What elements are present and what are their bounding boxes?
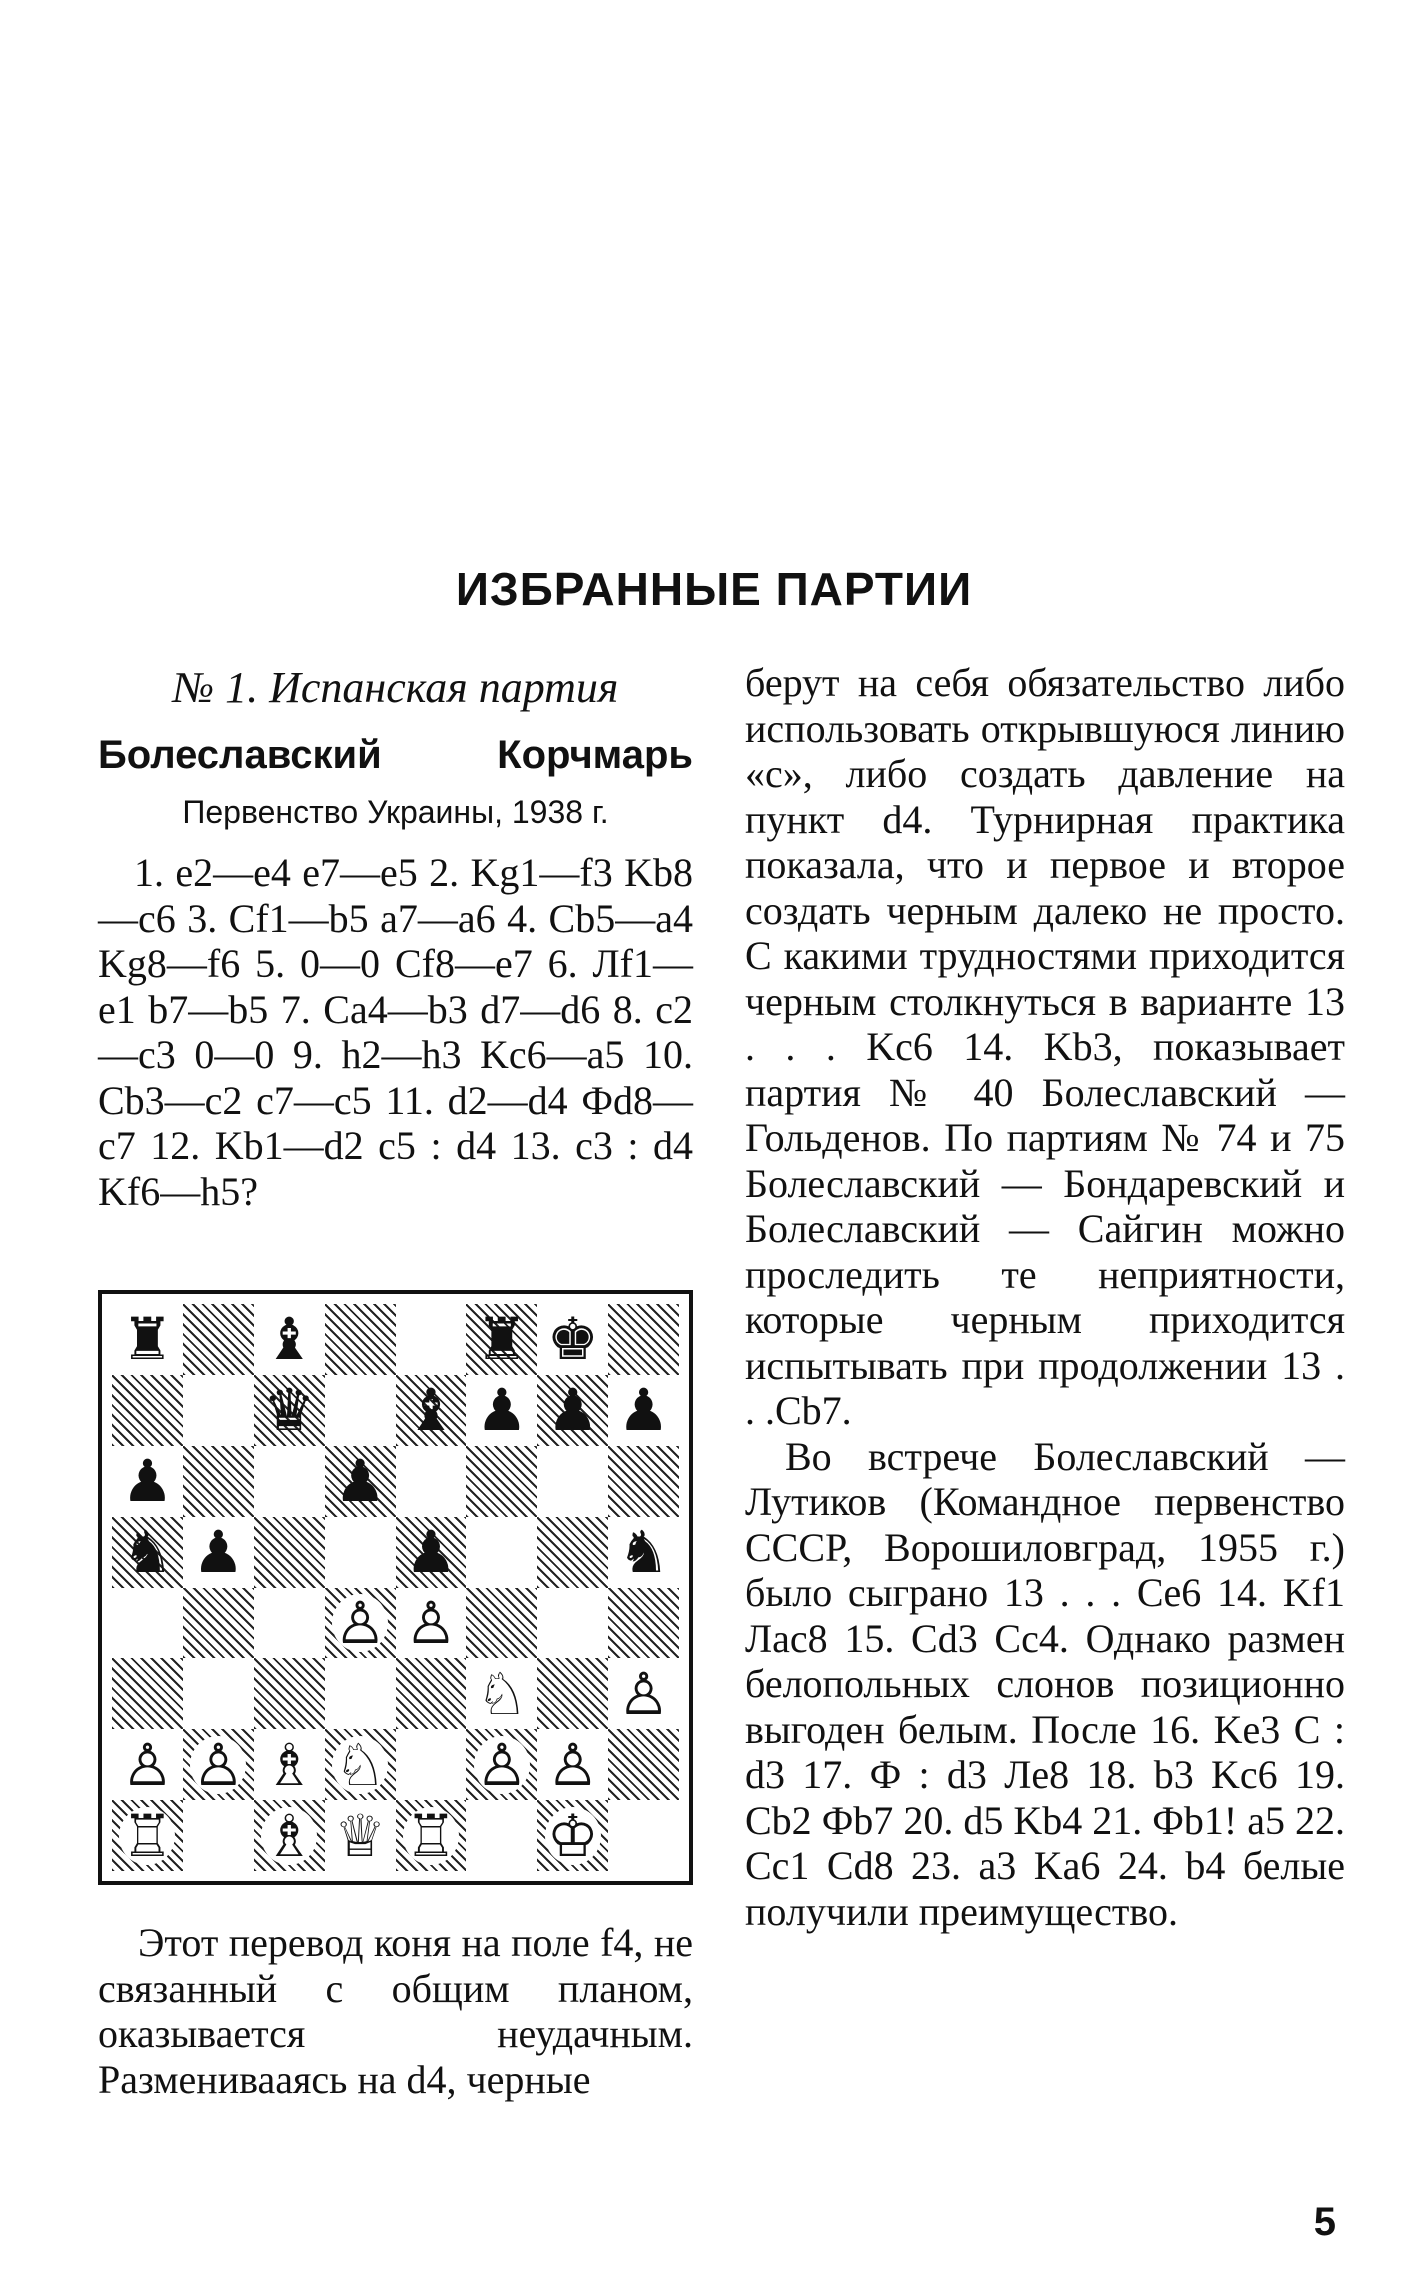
piece-e1: ♖ <box>404 1801 457 1870</box>
square-f8 <box>466 1304 537 1375</box>
piece-h3: ♙ <box>617 1659 670 1728</box>
square-e4 <box>396 1588 467 1659</box>
square-f2 <box>466 1729 537 1800</box>
chess-board <box>112 1304 679 1871</box>
square-a2 <box>112 1729 183 1800</box>
square-d5 <box>325 1517 396 1588</box>
square-f4 <box>466 1588 537 1659</box>
players-line <box>98 730 693 780</box>
square-b3 <box>183 1658 254 1729</box>
square-g6 <box>537 1446 608 1517</box>
square-h2 <box>608 1729 679 1800</box>
event-line: Первенство Украины, 1938 г. <box>182 794 609 830</box>
square-a4 <box>112 1588 183 1659</box>
piece-d6: ♟ <box>334 1447 387 1516</box>
square-h7 <box>608 1375 679 1446</box>
square-c3 <box>254 1658 325 1729</box>
square-h4 <box>608 1588 679 1659</box>
piece-f2: ♙ <box>475 1730 528 1799</box>
square-c8 <box>254 1304 325 1375</box>
square-e3 <box>396 1658 467 1729</box>
square-a7 <box>112 1375 183 1446</box>
square-a1 <box>112 1800 183 1871</box>
square-h6 <box>608 1446 679 1517</box>
square-b6 <box>183 1446 254 1517</box>
square-g7 <box>537 1375 608 1446</box>
square-c6 <box>254 1446 325 1517</box>
game-title: № 1. Испанская партия <box>172 663 619 712</box>
square-h5 <box>608 1517 679 1588</box>
piece-a8: ♜ <box>121 1305 174 1374</box>
piece-c1: ♗ <box>263 1801 316 1870</box>
square-a3 <box>112 1658 183 1729</box>
commentary-paragraph-2: Во встрече Болеславский — Лутиков (Командное первенство СССР, Ворошиловград, 1955 г.) было сыграно 13 . . . Ce6 14. Kf1 Лас8 15. Cd3 Cc4. Однако размен белопольных слонов позиционно выгоден белым. После 16. Ke3 C : d3 17. Ф : d3 Лe8 18. b3 Kc6 19. Cb2 Фb7 20. d5 Kb4 21. Фb1! a5 22. Cc1 Cd8 23. a3 Ka6 24. b4 белые получили преимущество. <box>745 1433 1345 1934</box>
piece-h5: ♞ <box>617 1518 670 1587</box>
square-c7 <box>254 1375 325 1446</box>
square-d6 <box>325 1446 396 1517</box>
square-g5 <box>537 1517 608 1588</box>
square-h3 <box>608 1658 679 1729</box>
square-g2 <box>537 1729 608 1800</box>
square-a5 <box>112 1517 183 1588</box>
piece-g7: ♟ <box>546 1376 599 1445</box>
square-f1 <box>466 1800 537 1871</box>
square-b5 <box>183 1517 254 1588</box>
commentary-paragraph-1: берут на себя обязательство либо использовать открывшуюся линию «с», либо создать давление на пункт d4. Турнирная практика показала, что и первое и второе создать черным далеко не просто. С какими трудностями приходится черным столкнуться в варианте 13 . . . Kc6 14. Kb3, показывает партия № 40 Болеславский — Гольденов. По партиям № 74 и 75 Болеславский — Бондаревский и Болеславский — Сайгин можно проследить те неприятности, которые черным приходится испытывать при продолжении 13 . . .Cb7. <box>745 660 1345 1433</box>
piece-b5: ♟ <box>192 1518 245 1587</box>
piece-c7: ♛ <box>263 1376 316 1445</box>
square-e1 <box>396 1800 467 1871</box>
square-e5 <box>396 1517 467 1588</box>
square-d8 <box>325 1304 396 1375</box>
square-d3 <box>325 1658 396 1729</box>
piece-h7: ♟ <box>617 1376 670 1445</box>
piece-f7: ♟ <box>475 1376 528 1445</box>
square-e7 <box>396 1375 467 1446</box>
square-c2 <box>254 1729 325 1800</box>
piece-a5: ♞ <box>121 1518 174 1587</box>
square-a8 <box>112 1304 183 1375</box>
commentary-paragraph: Этот перевод коня на поле f4, не связанный с общим планом, оказывается неудачным. Разменивааясь на d4, черные <box>98 1920 693 2102</box>
piece-g1: ♔ <box>546 1801 599 1870</box>
piece-d2: ♘ <box>334 1730 387 1799</box>
square-d7 <box>325 1375 396 1446</box>
piece-e4: ♙ <box>404 1588 457 1657</box>
square-b8 <box>183 1304 254 1375</box>
square-f6 <box>466 1446 537 1517</box>
piece-b2: ♙ <box>192 1730 245 1799</box>
square-a6 <box>112 1446 183 1517</box>
piece-a2: ♙ <box>121 1730 174 1799</box>
piece-a6: ♟ <box>121 1447 174 1516</box>
square-h1 <box>608 1800 679 1871</box>
piece-d4: ♙ <box>334 1588 387 1657</box>
game-moves: 1. e2—e4 e7—e5 2. Kg1—f3 Kb8—c6 3. Cf1—b5 a7—a6 4. Cb5—a4 Kg8—f6 5. 0—0 Cf8—e7 6. Лf1—e1 b7—b5 7. Ca4—b3 d7—d6 8. c2—c3 0—0 9. h2—h3 Kc6—a5 10. Cb3—c2 c7—c5 11. d2—d4 Фd8—c7 12. Kb1—d2 c5 : d4 13. c3 : d4 Kf6—h5? <box>98 850 693 1214</box>
piece-e7: ♝ <box>404 1376 457 1445</box>
white-player: Болеславский <box>98 733 382 777</box>
square-e2 <box>396 1729 467 1800</box>
square-h8 <box>608 1304 679 1375</box>
square-e8 <box>396 1304 467 1375</box>
page-number: 5 <box>1313 2200 1336 2244</box>
right-column <box>745 660 1345 1934</box>
square-f3 <box>466 1658 537 1729</box>
square-g3 <box>537 1658 608 1729</box>
square-f7 <box>466 1375 537 1446</box>
square-g1 <box>537 1800 608 1871</box>
after-diagram-commentary <box>98 1920 693 2102</box>
left-column <box>98 660 693 1214</box>
piece-f3: ♘ <box>475 1659 528 1728</box>
chess-diagram <box>98 1290 693 1885</box>
piece-e5: ♟ <box>404 1518 457 1587</box>
piece-c8: ♝ <box>263 1305 316 1374</box>
square-g4 <box>537 1588 608 1659</box>
piece-f8: ♜ <box>475 1305 528 1374</box>
square-b1 <box>183 1800 254 1871</box>
square-c4 <box>254 1588 325 1659</box>
piece-g2: ♙ <box>546 1730 599 1799</box>
square-b4 <box>183 1588 254 1659</box>
square-b7 <box>183 1375 254 1446</box>
square-g8 <box>537 1304 608 1375</box>
piece-d1: ♕ <box>334 1801 387 1870</box>
square-d2 <box>325 1729 396 1800</box>
square-c1 <box>254 1800 325 1871</box>
square-b2 <box>183 1729 254 1800</box>
square-f5 <box>466 1517 537 1588</box>
piece-g8: ♚ <box>546 1305 599 1374</box>
page-heading: ИЗБРАННЫЕ ПАРТИИ <box>455 563 973 615</box>
piece-a1: ♖ <box>121 1801 174 1870</box>
square-e6 <box>396 1446 467 1517</box>
square-d4 <box>325 1588 396 1659</box>
piece-c2: ♗ <box>263 1730 316 1799</box>
square-c5 <box>254 1517 325 1588</box>
square-d1 <box>325 1800 396 1871</box>
black-player: Корчмарь <box>497 733 693 777</box>
